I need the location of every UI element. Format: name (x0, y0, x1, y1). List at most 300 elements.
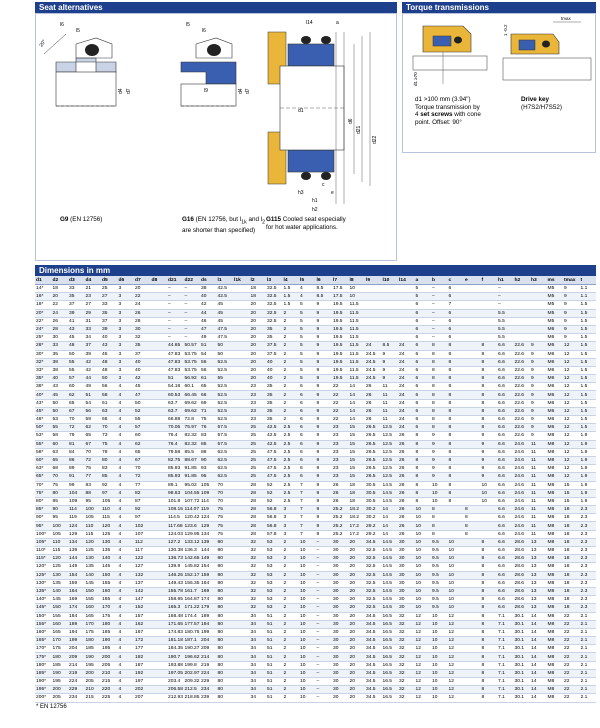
table-cell: 32.5 (365, 579, 382, 587)
table-row (35, 407, 596, 415)
table-cell: 1.9 (580, 465, 597, 473)
table-row (35, 366, 596, 374)
table-cell: 28 (250, 489, 267, 497)
table-row (35, 661, 596, 669)
table-cell: 51 (266, 694, 283, 702)
table-cell: 12 (415, 612, 432, 620)
table-cell: 15 (349, 465, 366, 473)
table-cell: 35 (266, 325, 283, 333)
table-cell: 1.5 (283, 293, 300, 301)
table-cell: 35* (35, 375, 52, 383)
table-cell: 20 (349, 547, 366, 555)
table-cell: 6.6 (497, 391, 514, 399)
table-row (35, 604, 596, 612)
table-cell: 70 (217, 497, 234, 505)
table-cell: 129 (200, 522, 217, 530)
table-cell: 14 (530, 669, 547, 677)
table-cell: 9 (530, 375, 547, 383)
table-cell: 3 (283, 530, 300, 538)
table-cell: 67 (68, 407, 85, 415)
table-cell (365, 285, 382, 293)
table-cell: 13 (530, 579, 547, 587)
table-cell: M8 (547, 653, 564, 661)
table-cell (151, 522, 168, 530)
table-cell: 22 (563, 637, 580, 645)
table-cell: 58 (101, 391, 118, 399)
table-cell: 32 (398, 637, 415, 645)
table-cell: 6 (415, 325, 432, 333)
table-cell: 80 (217, 620, 234, 628)
table-cell: 45 (217, 317, 234, 325)
table-cell: 100 (85, 506, 102, 514)
table-cell: 195 (101, 645, 118, 653)
table-cell: 52.5 (217, 416, 234, 424)
table-cell: 12 (415, 653, 432, 661)
table-cell: 53 (266, 563, 283, 571)
table-cell: 205 (85, 678, 102, 686)
table-cell: 47.5 (266, 473, 283, 481)
table-cell: 47.83 (167, 366, 184, 374)
table-cell: 6.6 (497, 375, 514, 383)
table-cell: 9 (431, 432, 448, 440)
table-cell: 145.82 (184, 564, 200, 570)
table-cell: 15 (349, 473, 366, 481)
table-cell: 205 (101, 661, 118, 669)
table-cell: 63.7 (167, 399, 184, 407)
table-cell: 8 (415, 432, 432, 440)
table-cell: M8 (547, 628, 564, 636)
table-cell: 75* (35, 489, 52, 497)
table-cell: 72 (85, 456, 102, 464)
table-cell: – (167, 309, 184, 317)
table-cell: 24.5 (365, 375, 382, 383)
table-cell: 2 (283, 678, 300, 686)
table-cell: 9 (316, 506, 333, 514)
torque-line3-a: 4 (415, 111, 421, 118)
table-cell: 2.5 (283, 432, 300, 440)
g16-caption (182, 216, 266, 234)
table-cell: 12 (563, 424, 580, 432)
table-cell: 4 (118, 538, 135, 546)
table-cell: M6 (547, 325, 564, 333)
table-cell: 30 (398, 563, 415, 571)
table-cell: 8 (464, 530, 481, 538)
table-cell: 55 (52, 424, 69, 432)
table-cell: 18 (563, 579, 580, 587)
table-cell: 11 (530, 473, 547, 481)
g16-sub-l1k: 1k (241, 219, 247, 226)
table-cell: 9 (316, 334, 333, 342)
table-row (35, 653, 596, 661)
column-header-l8: l8 (349, 276, 366, 285)
table-cell: 110 (101, 506, 118, 514)
table-cell (464, 366, 481, 374)
table-cell: – (316, 694, 333, 702)
table-cell: 2.5 (283, 481, 300, 489)
table-cell: 9 (382, 375, 399, 383)
table-cell: 8 (481, 383, 498, 391)
table-cell: 3 (118, 301, 135, 309)
table-cell: 28.6 (514, 571, 531, 579)
table-cell: 8 (481, 547, 498, 555)
table-cell: 26 (398, 514, 415, 522)
table-cell: 139.9 (167, 563, 184, 571)
table-cell: 30.5 (365, 481, 382, 489)
table-cell: 76 (200, 424, 217, 432)
table-cell: 80 (217, 678, 234, 686)
table-cell: 9 (316, 530, 333, 538)
table-cell: 28 (52, 325, 69, 333)
table-cell: 10 (415, 587, 432, 595)
table-cell (464, 645, 481, 653)
table-cell: 9 (563, 301, 580, 309)
table-cell (365, 334, 382, 342)
table-cell: 6 (415, 375, 432, 383)
table-cell: M8 (547, 678, 564, 686)
table-cell: 5 (299, 375, 316, 383)
table-cell: 12.5 (382, 440, 399, 448)
table-cell: 42 (200, 301, 217, 309)
table-cell: 135 (101, 547, 118, 555)
table-cell: 11 (530, 530, 547, 538)
table-cell: 18* (35, 301, 52, 309)
table-cell: 54 (85, 399, 102, 407)
table-cell: 9 (563, 334, 580, 342)
table-cell: 33 (52, 342, 69, 350)
table-cell: 2 (283, 653, 300, 661)
table-cell: 56.92 (184, 375, 201, 383)
table-cell: 2.1 (580, 612, 597, 620)
table-cell (151, 653, 168, 661)
table-cell: 30 (398, 547, 415, 555)
table-cell: 10 (299, 669, 316, 677)
table-cell: 214 (200, 653, 217, 661)
table-cell: 6 (415, 383, 432, 391)
table-cell: 47.83 (167, 358, 184, 366)
column-header-d1: d1 (35, 276, 52, 285)
table-cell (233, 694, 250, 702)
column-header-l5: l5 (299, 276, 316, 285)
table-cell (151, 514, 168, 522)
table-cell: 6.6 (497, 473, 514, 481)
table-cell: 6.6 (497, 440, 514, 448)
table-row (35, 530, 596, 538)
table-cell: 40 (266, 358, 283, 366)
table-cell: 204 (200, 637, 217, 645)
table-cell (151, 301, 168, 309)
column-header-d2: d2 (52, 276, 69, 285)
table-cell: 12 (415, 620, 432, 628)
table-cell: 83 (101, 465, 118, 473)
table-cell: 83 (85, 481, 102, 489)
table-cell: 75 (217, 522, 234, 530)
table-cell: 62.5 (217, 465, 234, 473)
table-cell: 25* (35, 334, 52, 342)
table-cell: 6.6 (497, 383, 514, 391)
table-cell: 22.6 (514, 416, 531, 424)
table-cell: 80 (217, 661, 234, 669)
table-cell: 52.5 (217, 391, 234, 399)
table-cell: M6 (547, 399, 564, 407)
table-cell: 35 (266, 399, 283, 407)
table-cell: 30 (332, 686, 349, 694)
table-cell: 219 (68, 669, 85, 677)
g115-code: G115 (266, 216, 282, 223)
table-cell: 24 (398, 342, 415, 350)
table-cell: 20 (250, 350, 267, 358)
table-cell: 22 (563, 694, 580, 702)
table-cell: M8 (547, 555, 564, 563)
table-cell: 26 (332, 497, 349, 505)
table-cell: 144 (68, 555, 85, 563)
table-cell (464, 399, 481, 407)
table-cell: 165 (85, 612, 102, 620)
table-cell: 43 (101, 342, 118, 350)
table-cell: 5 (299, 358, 316, 366)
table-cell: 1.5 (283, 301, 300, 309)
table-cell: 85 (101, 473, 118, 481)
table-cell: 185 (85, 645, 102, 653)
table-cell: 10 (431, 694, 448, 702)
table-cell: 57.5 (217, 432, 234, 440)
table-cell: 95 (85, 497, 102, 505)
table-cell: 8.5 (382, 342, 399, 350)
table-row (35, 465, 596, 473)
table-cell: 7 (299, 497, 316, 505)
footnote: * EN 12756 (36, 704, 67, 710)
table-cell: 32 (250, 604, 267, 612)
table-cell: 2.3 (580, 538, 597, 546)
table-cell: 9 (530, 383, 547, 391)
table-cell: 8 (481, 399, 498, 407)
table-cell: 57.8 (266, 530, 283, 538)
table-cell: 5.5 (497, 325, 514, 333)
table-cell: – (184, 293, 201, 301)
table-cell: 23 (332, 424, 349, 432)
table-cell: 6 (448, 334, 465, 342)
table-cell: 6 (448, 317, 465, 325)
table-cell: 12 (448, 678, 465, 686)
g9-code: G9 (60, 216, 69, 223)
table-cell: 19.5 (332, 350, 349, 358)
table-cell: 6.6 (497, 424, 514, 432)
table-cell: 5 (299, 334, 316, 342)
table-cell: 40 (266, 375, 283, 383)
table-cell: 234 (68, 694, 85, 702)
table-cell: 2 (283, 391, 300, 399)
table-cell (151, 678, 168, 686)
table-cell: 30 (332, 637, 349, 645)
table-cell: – (316, 612, 333, 620)
table-cell: 8 (431, 530, 448, 538)
table-cell: 28 (250, 514, 267, 522)
table-cell (151, 555, 168, 563)
table-cell: 85.5 (184, 448, 201, 456)
table-cell: 19.5 (332, 375, 349, 383)
torque-caption (415, 96, 525, 126)
table-cell: 12 (448, 661, 465, 669)
table-cell: 10 (415, 563, 432, 571)
table-cell: 51 (266, 686, 283, 694)
table-cell: 39 (101, 325, 118, 333)
table-cell: 45 (217, 301, 234, 309)
table-cell: 19.5 (332, 366, 349, 374)
table-cell: 8 (481, 637, 498, 645)
table-cell: M8 (547, 489, 564, 497)
table-cell: 105 (52, 530, 69, 538)
table-cell: 8 (448, 448, 465, 456)
table-cell: 57 (68, 375, 85, 383)
table-cell (151, 317, 168, 325)
table-cell: 14.5 (382, 563, 399, 571)
table-cell: 48* (35, 416, 52, 424)
table-cell: 63.7 (167, 407, 184, 415)
table-cell: 26 (398, 440, 415, 448)
table-cell: 8 (448, 432, 465, 440)
table-row (35, 587, 596, 595)
table-cell: 26.5 (365, 440, 382, 448)
table-cell: 193.88 (168, 662, 183, 668)
table-cell: – (316, 637, 333, 645)
table-cell: 6 (448, 285, 465, 293)
table-cell: 152 (134, 604, 151, 612)
table-cell: 6 (415, 416, 432, 424)
table-cell: M8 (547, 645, 564, 653)
table-cell: 4 (118, 391, 135, 399)
table-cell: – (184, 309, 201, 317)
table-cell: 5.5 (497, 317, 514, 325)
table-cell: 20 (349, 563, 366, 571)
table-cell: 30 (332, 694, 349, 702)
table-cell: 20 (250, 358, 267, 366)
table-cell: 43 (52, 383, 69, 391)
table-cell: 9.5 (431, 555, 448, 563)
table-cell: 95* (35, 522, 52, 530)
table-cell: – (167, 325, 184, 333)
table-cell: 1.5 (580, 383, 597, 391)
table-cell: 30 (332, 555, 349, 563)
table-cell: 9 (316, 489, 333, 497)
table-cell: 6.6 (497, 342, 514, 350)
table-cell: 4 (118, 424, 135, 432)
table-cell (530, 309, 547, 317)
table-cell: 32 (398, 628, 415, 636)
table-cell: 171.65 (168, 621, 183, 627)
table-cell: 24.6 (514, 489, 531, 497)
table-cell: 53 (266, 547, 283, 555)
table-cell: 8 (415, 489, 432, 497)
table-cell (464, 432, 481, 440)
g16-sub-l2: 2 (262, 219, 266, 226)
table-cell (233, 686, 250, 694)
table-cell: 14.5 (382, 538, 399, 546)
table-cell: 9 (316, 358, 333, 366)
table-cell (151, 366, 168, 374)
table-cell: 1.9 (580, 432, 597, 440)
table-cell (464, 563, 481, 571)
table-cell: 9.5 (431, 571, 448, 579)
table-cell: 14 (530, 645, 547, 653)
table-cell (233, 497, 250, 505)
table-cell (233, 358, 250, 366)
table-cell: 7 (299, 481, 316, 489)
table-cell: 8 (481, 669, 498, 677)
table-cell (233, 325, 250, 333)
table-cell: 7.1 (497, 620, 514, 628)
table-cell: 5 (299, 350, 316, 358)
table-cell (151, 481, 168, 489)
table-cell: 7 (299, 514, 316, 522)
column-header-l4: l4 (283, 276, 300, 285)
table-cell: 50 (52, 407, 69, 415)
table-cell: M6 (547, 424, 564, 432)
table-cell: 25.2 (332, 530, 349, 538)
table-cell: 9 (316, 342, 333, 350)
table-cell: 11.5 (349, 317, 366, 325)
table-cell: 10 (299, 628, 316, 636)
table-cell: 4 (118, 555, 135, 563)
table-cell: 7.1 (497, 678, 514, 686)
table-cell: 81 (68, 440, 85, 448)
table-cell: 20 (349, 555, 366, 563)
table-cell: 80 (217, 628, 234, 636)
table-cell: 46 (200, 317, 217, 325)
table-cell: 12 (563, 432, 580, 440)
table-cell (233, 350, 250, 358)
table-cell: 25 (250, 432, 267, 440)
table-cell: 12 (448, 620, 465, 628)
table-row (35, 350, 596, 358)
table-cell: 34.5 (365, 637, 382, 645)
table-cell: 34 (250, 637, 267, 645)
table-cell: 55 (68, 366, 85, 374)
table-cell: 12 (563, 366, 580, 374)
table-cell: 20 (349, 571, 366, 579)
table-cell: 8 (448, 375, 465, 383)
column-header-d3: d3 (68, 276, 85, 285)
table-cell (464, 350, 481, 358)
table-cell: 9.5 (431, 587, 448, 595)
table-cell (233, 473, 250, 481)
table-cell: 32 (134, 334, 151, 342)
table-cell: 80 (217, 653, 234, 661)
table-cell: 8 (481, 620, 498, 628)
table-cell: 9 (316, 317, 333, 325)
table-cell (514, 301, 531, 309)
table-cell: 57 (134, 424, 151, 432)
table-cell (151, 293, 168, 301)
table-cell: 32.5 (365, 555, 382, 563)
table-cell: 62 (134, 440, 151, 448)
table-cell: 18 (563, 596, 580, 604)
table-cell (151, 489, 168, 497)
table-cell: 2.1 (580, 661, 597, 669)
table-cell (464, 416, 481, 424)
table-cell: 4 (118, 383, 135, 391)
table-cell: 10 (431, 628, 448, 636)
table-cell: 1.5 (580, 301, 597, 309)
table-cell: 100 (52, 522, 69, 530)
table-cell: 165 (52, 628, 69, 636)
table-cell: 14.5 (382, 571, 399, 579)
table-cell (464, 325, 481, 333)
table-cell: 50* (35, 424, 52, 432)
table-cell: 26 (398, 497, 415, 505)
table-cell: 11.5 (349, 325, 366, 333)
table-cell: 6 (448, 325, 465, 333)
table-cell: 1.9 (580, 481, 597, 489)
table-cell: 215 (101, 678, 118, 686)
